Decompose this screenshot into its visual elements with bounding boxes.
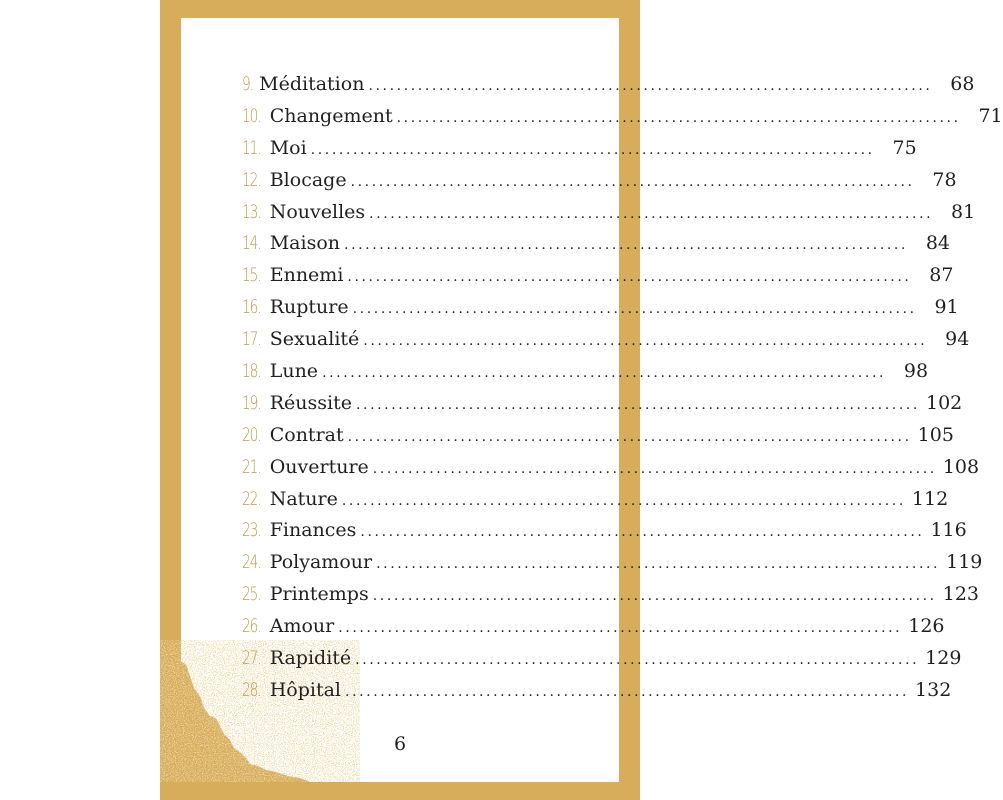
toc-entry-page: 75 — [892, 136, 917, 159]
toc-entry-number: 27. — [242, 647, 261, 670]
toc-entry-number: 28. — [242, 678, 261, 701]
toc-dot-leader: ................................................................................ — [338, 620, 903, 637]
toc-entry-page: 68 — [950, 73, 975, 95]
toc-dot-leader: ................................................................................ — [376, 556, 941, 573]
toc-entry-page: 71 — [978, 104, 1003, 127]
toc-entry-title: Finances — [269, 519, 357, 542]
toc-dot-leader: ................................................................................ — [396, 109, 961, 126]
toc-entry-number: 12. — [242, 168, 261, 191]
toc-entry — [242, 168, 957, 201]
toc-entry-title: Méditation — [259, 73, 365, 95]
toc-dot-leader: ................................................................................ — [355, 652, 920, 669]
toc-entry-page: 112 — [911, 487, 949, 510]
toc-dot-leader: ................................................................................ — [355, 396, 920, 413]
toc-entry — [242, 423, 954, 456]
toc-dot-leader: ................................................................................ — [344, 237, 909, 254]
toc-dot-leader: ................................................................................ — [322, 365, 887, 382]
toc-entry-page: 119 — [946, 551, 983, 574]
toc-entry — [242, 264, 954, 296]
toc-dot-leader: ................................................................................ — [360, 524, 925, 541]
toc-dot-leader: ................................................................................ — [350, 173, 915, 190]
toc-entry — [242, 455, 980, 488]
toc-entry-number: 25. — [242, 583, 261, 606]
toc-entry-number: 22. — [242, 487, 261, 510]
toc-dot-leader: ................................................................................ — [341, 492, 906, 509]
toc-entry-number: 14. — [242, 232, 261, 255]
toc-entry — [242, 551, 983, 583]
toc-entry-number: 15. — [242, 264, 261, 287]
toc-entry — [242, 647, 962, 679]
toc-entry-title: Contrat — [269, 423, 344, 446]
toc-entry-title: Ouverture — [269, 455, 369, 478]
gold-frame-bottom — [160, 782, 640, 800]
toc-entry-page: 91 — [934, 296, 959, 319]
toc-dot-leader: ................................................................................ — [363, 333, 928, 350]
toc-entry — [242, 360, 929, 392]
toc-dot-leader: ................................................................................ — [372, 460, 937, 477]
toc-entry — [242, 232, 951, 264]
toc-entry-title: Lune — [269, 360, 319, 383]
toc-entry-title: Hôpital — [269, 678, 342, 701]
toc-entry-number: 16. — [242, 296, 261, 319]
toc-entry-page: 116 — [930, 519, 967, 542]
toc-entry — [242, 328, 970, 360]
toc-entry — [242, 519, 967, 551]
toc-entry — [242, 615, 945, 647]
toc-entry-title: Réussite — [269, 391, 352, 414]
toc-entry-number: 21. — [242, 455, 261, 478]
toc-dot-leader: ................................................................................ — [347, 269, 912, 286]
toc-entry-number: 11. — [242, 136, 261, 159]
toc-entry-page: 126 — [908, 615, 945, 638]
toc-entry-page: 84 — [925, 232, 951, 255]
toc-entry-page: 94 — [945, 328, 970, 351]
toc-dot-leader: ................................................................................ — [345, 683, 910, 700]
toc-dot-leader: ................................................................................ — [352, 301, 917, 318]
page-number: 6 — [393, 733, 407, 755]
toc-entry — [242, 200, 976, 233]
toc-entry-title: Printemps — [269, 583, 369, 606]
toc-entry-number: 19. — [242, 391, 261, 414]
toc-entry-number: 13. — [242, 200, 261, 223]
toc-entry — [242, 678, 952, 711]
toc-entry — [242, 296, 959, 328]
toc-entry-number: 23. — [242, 519, 261, 542]
toc-entry-title: Rupture — [269, 296, 349, 319]
toc-entry — [242, 73, 975, 105]
toc-entry-title: Nouvelles — [269, 200, 366, 223]
gold-frame — [160, 0, 1003, 800]
toc-entry-number: 20. — [242, 423, 261, 446]
table-of-contents — [242, 73, 1003, 711]
toc-entry-page: 87 — [929, 264, 954, 287]
toc-entry-number: 24. — [242, 551, 261, 574]
toc-entry-number: 26. — [242, 615, 261, 638]
toc-entry-number: 10. — [242, 104, 261, 127]
toc-entry-page: 102 — [925, 391, 963, 414]
toc-dot-leader: ................................................................................ — [368, 78, 933, 94]
toc-entry-title: Maison — [269, 232, 341, 255]
toc-dot-leader: ................................................................................ — [310, 141, 875, 158]
toc-entry-title: Amour — [269, 615, 335, 638]
toc-entry-page: 105 — [917, 423, 954, 446]
toc-entry-title: Moi — [269, 136, 307, 159]
toc-entry-page: 108 — [942, 455, 980, 478]
toc-entry-page: 129 — [925, 647, 962, 670]
toc-entry-page: 81 — [950, 200, 976, 223]
toc-entry-title: Changement — [269, 104, 393, 127]
toc-entry-page: 78 — [932, 168, 957, 191]
toc-entry-title: Ennemi — [269, 264, 344, 287]
toc-entry-number: 18. — [242, 360, 261, 383]
toc-entry-page: 98 — [903, 360, 929, 383]
toc-entry-title: Rapidité — [269, 647, 352, 670]
inner-page — [181, 18, 1003, 782]
toc-entry — [242, 104, 1003, 137]
toc-entry — [242, 391, 963, 424]
toc-entry-page: 123 — [942, 583, 979, 606]
toc-entry — [242, 487, 949, 520]
toc-entry — [242, 136, 917, 169]
toc-entry-title: Polyamour — [269, 551, 373, 574]
toc-dot-leader: ................................................................................ — [372, 588, 937, 605]
toc-entry-number: 17. — [242, 328, 261, 351]
toc-entry-title: Sexualité — [269, 328, 360, 351]
toc-entry-number: 9. — [242, 73, 253, 95]
toc-entry-title: Nature — [269, 487, 338, 510]
toc-dot-leader: ................................................................................ — [347, 428, 912, 445]
toc-dot-leader: ................................................................................ — [369, 205, 934, 222]
toc-entry-page: 132 — [915, 678, 952, 701]
toc-entry-title: Blocage — [269, 168, 347, 191]
toc-entry — [242, 583, 979, 615]
